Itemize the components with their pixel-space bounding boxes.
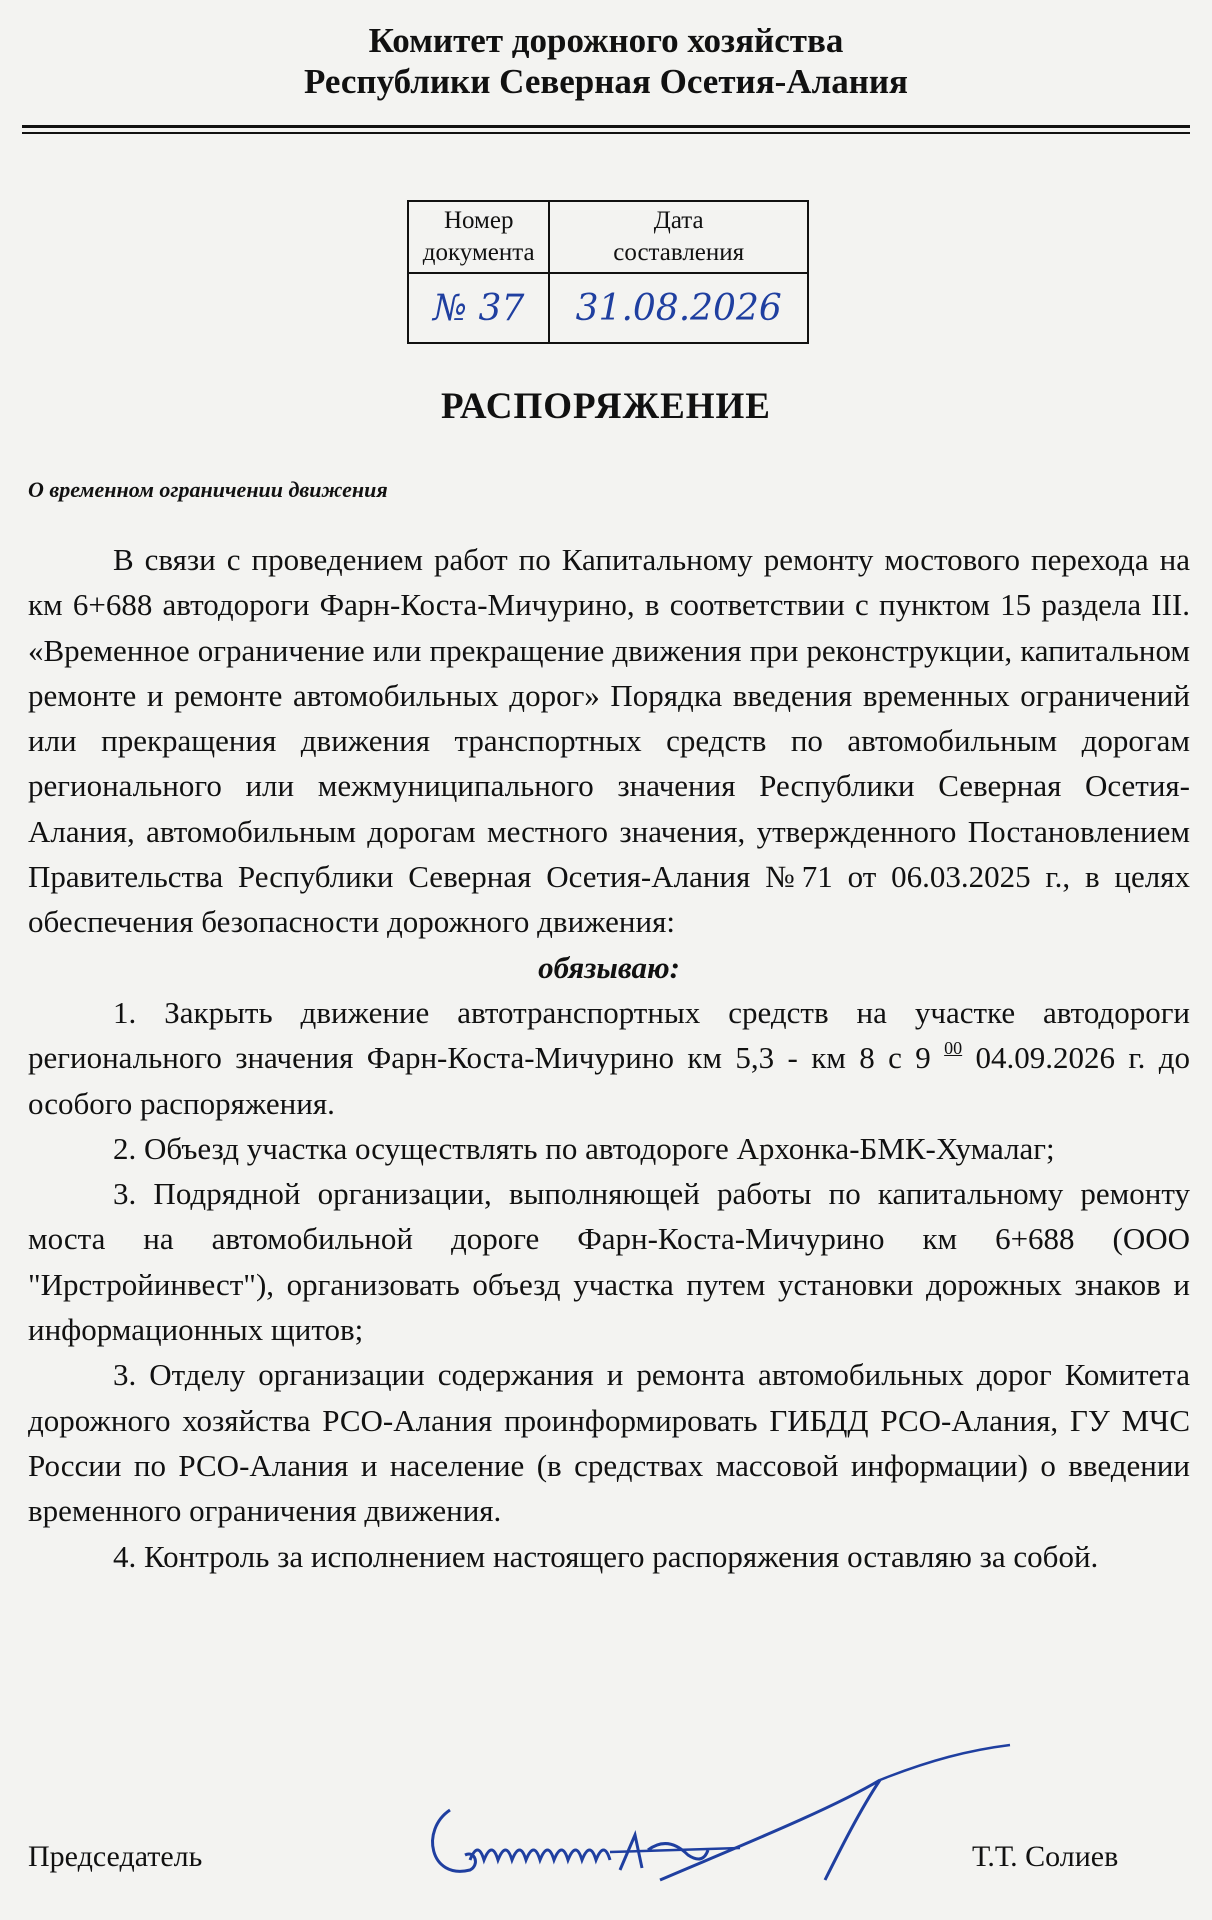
document-date-header: Дата составления — [549, 201, 808, 273]
document-number-value: № 37 — [408, 273, 549, 343]
header-divider-thick — [22, 125, 1190, 128]
document-body — [28, 537, 1190, 1579]
organization-name-line1: Комитет дорожного хозяйства — [368, 21, 844, 60]
order-item-4: 4. Контроль за исполнением настоящего распоряжения оставляю за собой. — [113, 1538, 1099, 1574]
document-subject: О временном ограничении движения — [28, 477, 388, 502]
signatory-position: Председатель — [28, 1840, 203, 1873]
order-item-3b: 3. Отделу организации содержания и ремонта автомобильных дорог Комитета дорожного хозяйства РСО-Алания проинформировать ГИБДД РСО-Алания, ГУ МЧС России по РСО-Алания и население (в средствах массовой информации) о введении временного ограничения движения. — [28, 1357, 1190, 1529]
obligation-heading: обязываю: — [538, 949, 680, 985]
organization-name-line2: Республики Северная Осетия-Алания — [304, 62, 908, 101]
order-item-3a: 3. Подрядной организации, выполняющей работы по капитальному ремонту моста на автомобильной дороге Фарн-Коста-Мичурино км 6+688 (ООО "Ирстройинвест"), организовать объезд участка путем установки дорожных знаков и информационных щитов; — [28, 1176, 1190, 1348]
time-minutes-superscript: 00 — [944, 1038, 963, 1059]
header-divider-thin — [22, 132, 1190, 134]
signatory-name: Т.Т. Солиев — [972, 1840, 1119, 1873]
document-number-header: Номер документа — [408, 201, 549, 273]
organization-header — [0, 20, 1212, 102]
handwritten-signature — [410, 1740, 1030, 1890]
document-date-value: 31.08.2026 — [549, 273, 808, 343]
preamble-paragraph: В связи с проведением работ по Капитальному ремонту мостового перехода на км 6+688 автодороги Фарн-Коста-Мичурино, в соответствии с пунктом 15 раздела III. «Временное ограничение или прекращение движения при реконструкции, капитальном ремонте и ремонте автомобильных дорог» Порядка введения временных ограничений или прекращения движения транспортных средств по автомобильным дорогам регионального или межмуниципального значения Республики Северная Осетия-Алания, автомобильным дорогам местного значения, утвержденного Постановлением Правительства Республики Северная Осетия-Алания №71 от 06.03.2025 г., в целях обеспечения безопасности дорожного движения: — [28, 542, 1190, 940]
order-item-2: 2. Объезд участка осуществлять по автодороге Архонка-БМК-Хумалаг; — [113, 1130, 1055, 1166]
document-meta-table — [407, 200, 809, 344]
document-title: РАСПОРЯЖЕНИЕ — [440, 386, 771, 427]
order-item-1: 1. Закрыть движение автотранспортных средств на участке автодороги регионального значения Фарн-Коста-Мичурино км 5,3 - км 8 с 9 $^{00}$ 04.09.2026 г. до особого распоряжения. — [28, 994, 1190, 1121]
